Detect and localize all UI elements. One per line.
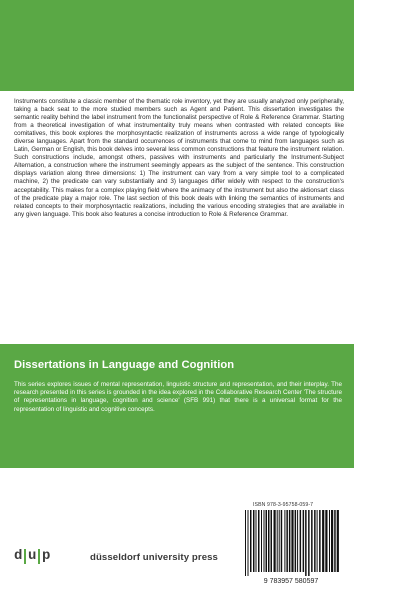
barcode-bar [325,510,327,572]
logo-letter-p: p [42,548,51,564]
logo-divider [24,549,26,564]
barcode-bar [334,510,336,572]
barcode-bar [286,510,288,572]
barcode-bar [245,510,246,576]
barcode-bar [264,510,265,572]
barcode-bar [322,510,324,572]
series-title: Dissertations in Language and Cognition [14,359,235,371]
barcode-bar [256,510,257,572]
series-box [0,344,354,468]
logo-divider [38,549,40,564]
barcode-bar [281,510,283,572]
back-cover-blurb: Instruments constitute a classic member of the thematic role inventory, yet they are usually analyzed only peripherally, taking a back seat to the more studied members such as Agent and Patient. This dissertation investigates the semantic reality behind the label instrument from the functionalist perspective of Role & Reference Grammar. Starting from a theoretical investigation of what instrumentality truly means when contrasted with related concepts like comitatives, this book explores the morphosyntactic realization of instruments across a wide range of typologically diverse languages. Apart from the standard occurrences of instruments that come to mind from languages such as Latin, German or English, this book delves into several less common constructions that feature the instrument relation. Such constructions include, amongst others, passives with instruments and particularly the Instrument-Subject Alternation, a construction where the instrument seemingly appears as the subject of the sentence. This construction displays variation along three dimensions: 1) The instrument can vary from a very simple tool to a complicated machine, 2) the predicate can vary substantially and 3) languages differ widely with respect to the construction's acceptability. This makes for a complex playing field where the animacy of the instrument but also the aktionsart class of the predicate play a major role. The last section of this book deals with linking the semantics of instruments and related concepts to their morphosyntactic realizations, including the various encoding strategies that are available in any given language. This book also features a concise introduction to Role & Reference Grammar. [14,98,344,218]
barcode-icon [237,510,345,586]
barcode-bar [289,510,291,572]
barcode-bar [268,510,270,572]
series-description: This series explores issues of mental representation, linguistic structure and representation, and their interplay. The research presented in this series is grounded in the idea explored in the Collaborative Research Center 'The structure of representations in language, cognition and science' (SFB 991) that there is a universal format for the representation of linguistic and cognitive concepts. [14,381,342,413]
barcode-bar [291,510,293,572]
barcode-bar [308,510,310,576]
barcode-bar [319,510,321,572]
barcode-bar [253,510,255,572]
barcode-bar [311,510,313,572]
top-green-band [0,0,354,91]
isbn-barcode [237,502,345,586]
barcode-bar [248,510,249,576]
logo-letter-u: u [28,548,37,564]
barcode-bar [329,510,330,572]
isbn-label: ISBN 978-3-95758-059-7 [253,502,314,508]
barcode-bar [297,510,298,572]
barcode-bar [337,510,339,572]
barcode-bar [295,510,297,572]
barcode-bar [279,510,280,572]
isbn-digits: 9 783957 580597 [263,578,319,585]
barcode-bar [317,510,318,572]
barcode-bar [284,510,285,572]
barcode-bar [250,510,252,572]
barcode-bar [314,510,316,572]
logo-letter-d: d [14,548,23,564]
barcode-bar [261,510,262,572]
publisher-logo [14,548,50,564]
publisher-name: düsseldorf university press [90,552,218,563]
barcode-bar [300,510,302,572]
barcode-bar [305,510,307,576]
barcode-bar [266,510,268,572]
barcode-bar [277,510,278,572]
barcode-bar [331,510,333,572]
barcode-bar [258,510,260,572]
barcode-bar [303,510,305,572]
barcode-bar [271,510,273,572]
barcode-bar [274,510,276,572]
